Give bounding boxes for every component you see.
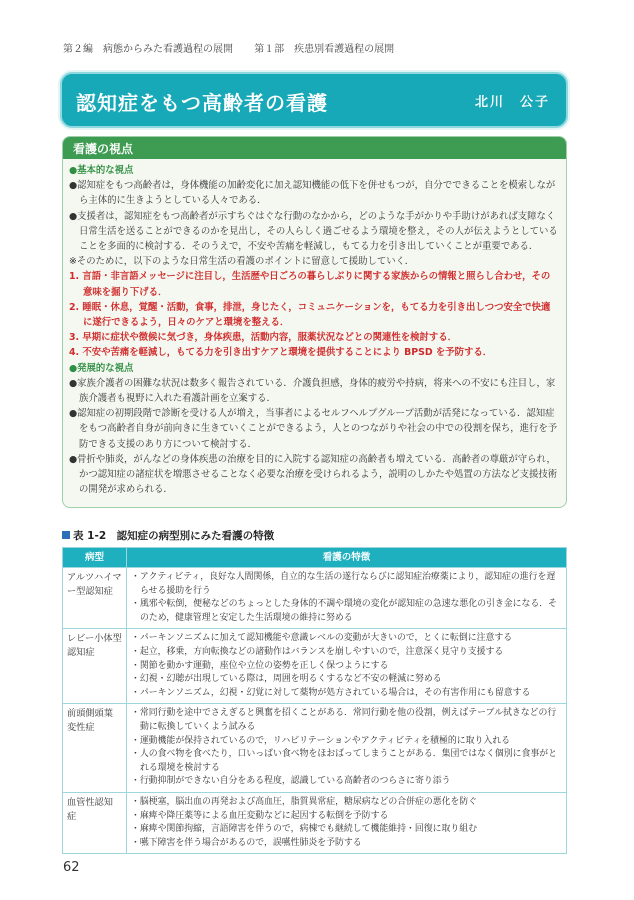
basic-viewpoint-heading: ●基本的な視点	[69, 165, 134, 176]
feature-item: ・幻視・幻聴が出現している際は，周囲を明るくするなど不安の軽減に努める	[131, 674, 442, 685]
feature-item: ・風邪や転倒，便秘などのちょっとした身体的不調や環境の変化が認知症の急速な悪化の引き金になる．そのため，健康管理と安定した生活環境の維持に努める	[131, 599, 557, 623]
dementia-type: 前頭側頭葉変性症	[63, 704, 127, 793]
note-text: ※そのために，以下のような日常生活の看護のポイントに留意して援助していく．	[69, 256, 415, 268]
care-point: 2. 睡眠・休息，覚醒・活動，食事，排泄，身じたく，コミュニケーションを，もてる力を引き出しつつ安全で快適に遂行できるよう，日々のケアと環境を整える．	[69, 301, 551, 329]
page-number: 62	[63, 860, 80, 875]
basic-item: ●支援者は，認知症をもつ高齢者が示すちぐはぐな行動のなかから，どのような手がかりや手助けがあれば支障なく日常生活を送ることができるのかを見出し，その人らしく過ごせるよう環境を整え，その人が伝えようとしていることを多面的に検討する．そのうえで，不安や苦痛を軽減し，もてる力を引き出していくことが重要である．	[69, 210, 558, 253]
header-part: 第２編 病態からみた看護過程の展開	[63, 44, 233, 55]
header-section: 第１部 疾患別看護過程の展開	[254, 44, 395, 55]
feature-item: ・パーキンソニズムに加えて認知機能や意識レベルの変動が大きいので，とくに転倒に注意する	[131, 633, 513, 644]
advanced-item: ●骨折や肺炎，がんなどの身体疾患の治療を目的に入院する認知症の高齢者も増えている．高齢者の尊厳が守られ，かつ認知症の諸症状を増悪させることなく必要な治療を受けられるよう，説明のしかたや処置の方法など支援技術の開発が求められる．	[69, 453, 558, 496]
care-point: 1. 言語・非言語メッセージに注目し，生活歴や日ごろの暮らしぶりに関する家族からの情報と照らし合わせ，その意味を掘り下げる．	[69, 271, 551, 298]
table-caption-text: 表 1-2 認知症の病型別にみた看護の特徴	[73, 530, 275, 542]
feature-item: ・起立，移乗，方向転換などの諸動作はバランスを崩しやすいので，注意深く見守り支援する	[131, 646, 504, 657]
author-name: 北川 公子	[474, 95, 550, 110]
feature-item: ・行動抑制ができない自分をある程度，認識している高齢者のつらさに寄り添う	[131, 776, 451, 787]
basic-item: ●認知症をもつ高齢者は，身体機能の加齢変化に加え認知機能の低下を併せもつが，自分でできることを模索しながら主体的に生きようとしている人々である．	[69, 180, 556, 207]
dementia-type: 血管性認知症	[63, 792, 127, 853]
advanced-item: ●家族介護者の困難な状況は数多く報告されている．介護負担感，身体的疲労や持病，将来への不安にも注目し，家族介護者も視野に入れた看護計画を立案する．	[69, 377, 556, 405]
feature-item: ・関節を動かす運動，座位や立位の姿勢を正しく保つようにする	[131, 660, 389, 671]
care-features	[127, 704, 567, 793]
table-header-row	[63, 548, 567, 568]
table-row	[63, 629, 567, 704]
feature-item: ・人の食べ物を食べたり，口いっぱい食べ物をほおばってしまうことがある．集団ではなく個別に食事がとれる環境を検討する	[131, 749, 557, 773]
feature-item: ・常同行動を途中でさえぎると興奮を招くことがある．常同行動を他の役割，例えばテーブル拭きなどの行動に転換していくよう試みる	[131, 708, 557, 732]
table-caption	[62, 528, 274, 543]
dementia-type: アルツハイマー型認知症	[63, 568, 127, 629]
table-row	[63, 704, 567, 793]
feature-item: ・パーキンソニズム，幻視・幻覚に対して薬物が処方されている場合は，その有害作用にも留意する	[131, 687, 531, 698]
nursing-viewpoint-box	[62, 136, 567, 508]
care-features	[127, 629, 567, 704]
column-header-type: 病型	[63, 548, 127, 568]
feature-item: ・麻痺や関節拘縮，言語障害を伴うので，病棟でも継続して機能維持・回復に取り組む	[131, 824, 477, 835]
table-row	[63, 792, 567, 853]
chapter-title: 認知症をもつ高齢者の看護	[76, 91, 328, 115]
table-row	[63, 568, 567, 629]
feature-item: ・麻痺や降圧薬等による血圧変動などに起因する転倒を予防する	[131, 810, 389, 821]
chapter-title-bar	[60, 72, 568, 128]
running-header	[63, 40, 412, 55]
dementia-type: レビー小体型認知症	[63, 629, 127, 704]
dementia-type-table	[62, 547, 567, 854]
viewpoint-body	[63, 159, 566, 501]
care-features	[127, 792, 567, 853]
care-point: 3. 早期に症状や徴候に気づき，身体疾患，活動内容，服薬状況などとの関連性を検討する．	[69, 332, 457, 344]
feature-item: ・脳梗塞，脳出血の再発および高血圧，脂質異常症，糖尿病などの合併症の悪化を防ぐ	[131, 796, 478, 807]
viewpoint-heading: 看護の視点	[63, 137, 566, 159]
column-header-feature: 看護の特徴	[127, 548, 567, 568]
advanced-viewpoint-heading: ●発展的な視点	[69, 362, 134, 374]
feature-item: ・嚥下障害を伴う場合があるので，誤嚥性肺炎を予防する	[131, 837, 362, 848]
square-bullet-icon	[62, 531, 70, 539]
feature-item: ・アクティビティ，良好な人間関係，自立的な生活の遂行ならびに認知症治療薬により，認知症の進行を遅らせる援助を行う	[131, 572, 556, 596]
advanced-item: ●認知症の初期段階で診断を受ける人が増え，当事者によるセルフヘルプグループ活動が活発になっている．認知症をもつ高齢者自身が前向きに生きていくことができるよう，人とのつながりや社会の中での役割を保ち，進行を予防できる支援のあり方について検討する．	[69, 408, 558, 450]
care-point: 4. 不安や苦痛を軽減し，もてる力を引き出すケアと環境を提供することにより BPSD を予防する．	[69, 347, 493, 359]
feature-item: ・運動機能が保持されているので，リハビリテーションやアクティビティを積極的に取り入れる	[131, 735, 510, 746]
care-features	[127, 568, 567, 629]
